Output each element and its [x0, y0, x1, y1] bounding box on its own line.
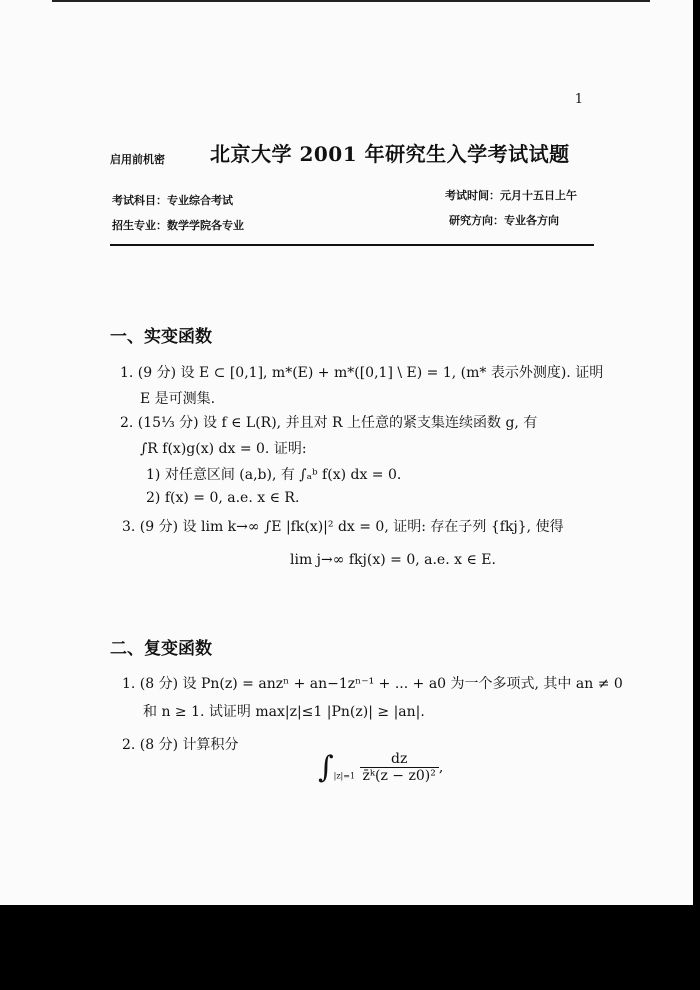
problem-line: 1. (8 分) 设 Pn(z) = anzⁿ + an−1zⁿ⁻¹ + ... + a0 为一个多项式, 其中 an ≠ 0: [122, 676, 623, 692]
exam-direction: 研究方向：专业各方向: [449, 214, 559, 227]
integral-trailing: ,: [438, 759, 444, 776]
integral-equation: [318, 750, 443, 785]
integral-sign: ∫: [318, 750, 334, 785]
exam-subject: 考试科目：专业综合考试: [112, 194, 233, 207]
problem-line: 和 n ≥ 1. 试证明 max|z|≤1 |Pn(z)| ≥ |an|.: [143, 704, 425, 720]
integral-fraction: [360, 751, 439, 784]
problem-line: 2) f(x) = 0, a.e. x ∈ R.: [146, 490, 300, 506]
header-rule: [110, 244, 594, 246]
fraction-numerator: dz: [360, 751, 439, 768]
problem-line: 2. (8 分) 计算积分: [122, 737, 239, 753]
integral-subscript: |z|=1: [333, 771, 356, 781]
section-heading-real-analysis: 一、实变函数: [110, 327, 212, 347]
problem-line: 1. (9 分) 设 E ⊂ [0,1], m*(E) + m*([0,1] \ E) = 1, (m* 表示外测度). 证明: [120, 365, 604, 381]
fraction-denominator: z̄ᵏ(z − z0)²: [362, 768, 436, 784]
exam-time: 考试时间：元月十五日上午: [445, 189, 577, 202]
section-heading-complex-analysis: 二、复变函数: [110, 639, 212, 659]
problem-line: ∫R f(x)g(x) dx = 0. 证明:: [140, 441, 307, 457]
page-number: 1: [574, 92, 583, 107]
exam-title: 北京大学 2001 年研究生入学考试试题: [210, 142, 570, 166]
confidential-label: 启用前机密: [110, 153, 165, 166]
problem-line: 2. (15⅓ 分) 设 f ∈ L(R), 并且对 R 上任意的紧支集连续函数 g, 有: [120, 415, 538, 431]
problem-line: 3. (9 分) 设 lim k→∞ ∫E |fk(x)|² dx = 0, 证明: 存在子列 {fkj}, 使得: [122, 519, 564, 535]
problem-line: 1) 对任意区间 (a,b), 有 ∫ₐᵇ f(x) dx = 0.: [146, 467, 402, 483]
top-border-line: [52, 0, 650, 2]
exam-major: 招生专业：数学学院各专业: [112, 219, 244, 232]
display-equation: lim j→∞ fkj(x) = 0, a.e. x ∈ E.: [290, 552, 496, 568]
problem-line: E 是可测集.: [140, 391, 216, 407]
